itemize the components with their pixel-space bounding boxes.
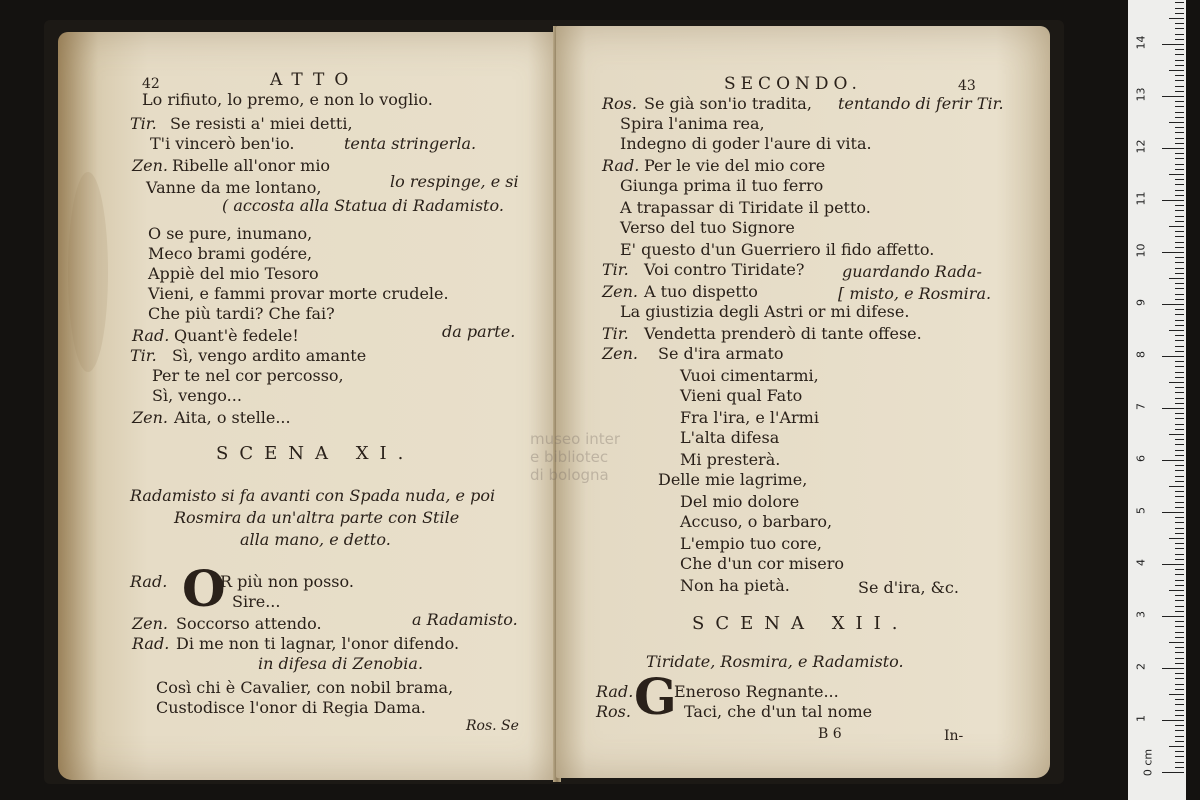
stage-direction: guardando Rada- bbox=[842, 262, 982, 281]
ruler-tick bbox=[1175, 652, 1184, 653]
ruler-tick bbox=[1175, 678, 1184, 679]
ruler-tick bbox=[1175, 49, 1184, 50]
ruler-tick bbox=[1175, 288, 1184, 289]
text-line: Spira l'anima rea, bbox=[620, 114, 765, 133]
ruler-tick bbox=[1169, 330, 1184, 331]
text-line: Appiè del mio Tesoro bbox=[148, 264, 319, 283]
text-line: A trapassar di Tiridate il petto. bbox=[620, 198, 871, 217]
ruler-tick bbox=[1175, 13, 1184, 14]
ruler-tick bbox=[1169, 538, 1184, 539]
ruler-tick bbox=[1175, 236, 1184, 237]
ruler-tick bbox=[1175, 413, 1184, 414]
ruler-tick bbox=[1175, 257, 1184, 258]
speaker-label: Rad. bbox=[602, 156, 640, 175]
ruler-tick bbox=[1175, 689, 1184, 690]
ruler-tick bbox=[1175, 299, 1184, 300]
ruler-tick bbox=[1169, 694, 1184, 695]
ruler-tick bbox=[1175, 179, 1184, 180]
ruler-tick bbox=[1175, 387, 1184, 388]
ruler-tick bbox=[1175, 751, 1184, 752]
ruler-tick bbox=[1175, 392, 1184, 393]
ruler-label: 10 bbox=[1134, 243, 1148, 258]
ruler-tick bbox=[1169, 746, 1184, 747]
catchword: In- bbox=[944, 728, 964, 744]
ruler-tick bbox=[1175, 164, 1184, 165]
ruler-tick bbox=[1162, 200, 1184, 201]
ruler-tick bbox=[1169, 70, 1184, 71]
text-line: R più non posso. bbox=[220, 572, 354, 591]
ruler-tick bbox=[1175, 543, 1184, 544]
speaker-label: Tir. bbox=[602, 260, 629, 279]
ruler-label: 13 bbox=[1134, 87, 1148, 102]
ruler-tick bbox=[1175, 756, 1184, 757]
catchword: Ros. Se bbox=[466, 718, 519, 734]
ruler-tick bbox=[1175, 80, 1184, 81]
text-line: Ribelle all'onor mio bbox=[172, 156, 331, 175]
speaker-label: Zen. bbox=[132, 614, 168, 633]
scene-title: SCENA XII. bbox=[692, 613, 909, 634]
ruler-tick bbox=[1175, 101, 1184, 102]
text-line: Indegno di goder l'aure di vita. bbox=[620, 134, 872, 153]
scene-description: Radamisto si fa avanti con Spada nuda, e poi bbox=[130, 486, 496, 505]
speaker-label: Zen. bbox=[602, 344, 638, 363]
ruler-tick bbox=[1175, 424, 1184, 425]
text-line: Giunga prima il tuo ferro bbox=[620, 176, 824, 195]
ruler-tick bbox=[1175, 8, 1184, 9]
speaker-label: Zen. bbox=[132, 156, 168, 175]
scene-title: SCENA XI. bbox=[216, 443, 415, 464]
ruler-tick bbox=[1175, 658, 1184, 659]
ruler-tick bbox=[1162, 304, 1184, 305]
ruler-tick bbox=[1175, 262, 1184, 263]
speaker-label: Tir. bbox=[130, 346, 157, 365]
stage-direction: da parte. bbox=[442, 322, 516, 341]
ruler-tick bbox=[1175, 481, 1184, 482]
ruler-tick bbox=[1175, 647, 1184, 648]
ruler-tick bbox=[1175, 444, 1184, 445]
ruler-tick bbox=[1175, 528, 1184, 529]
ruler-tick bbox=[1169, 226, 1184, 227]
ruler-tick bbox=[1175, 762, 1184, 763]
text-line: E' questo d'un Guerriero il fido affetto. bbox=[620, 240, 935, 259]
ruler-tick bbox=[1175, 138, 1184, 139]
text-line: Sì, vengo... bbox=[152, 386, 242, 405]
stage-direction: tenta stringerla. bbox=[344, 134, 477, 153]
ruler-tick bbox=[1175, 320, 1184, 321]
text-line: Delle mie lagrime, bbox=[658, 470, 808, 489]
stage-direction: tentando di ferir Tir. bbox=[838, 94, 1004, 113]
ruler-tick bbox=[1162, 96, 1184, 97]
text-line: Fra l'ira, e l'Armi bbox=[680, 408, 819, 427]
ruler-tick bbox=[1169, 434, 1184, 435]
ruler-tick bbox=[1169, 278, 1184, 279]
ruler-label: 1 bbox=[1134, 715, 1148, 722]
text-line: Se resisti a' miei detti, bbox=[170, 114, 353, 133]
ruler-tick bbox=[1175, 117, 1184, 118]
ruler-tick bbox=[1175, 377, 1184, 378]
ruler-tick bbox=[1175, 439, 1184, 440]
ruler-tick bbox=[1175, 725, 1184, 726]
ruler-label: 8 bbox=[1134, 351, 1148, 358]
text-line: Vanne da me lontano, bbox=[146, 178, 322, 197]
ruler-label: 14 bbox=[1134, 35, 1148, 50]
ruler-tick bbox=[1175, 517, 1184, 518]
ruler-tick bbox=[1169, 382, 1184, 383]
watermark bbox=[530, 430, 620, 484]
ruler-tick bbox=[1175, 158, 1184, 159]
stage-direction: in difesa di Zenobia. bbox=[258, 654, 424, 673]
running-header: SECONDO. bbox=[724, 74, 862, 94]
ruler-tick bbox=[1175, 294, 1184, 295]
ruler-tick bbox=[1169, 174, 1184, 175]
text-line: Meco brami godére, bbox=[148, 244, 313, 263]
ruler-tick bbox=[1175, 127, 1184, 128]
ruler-tick bbox=[1175, 372, 1184, 373]
ruler-tick bbox=[1175, 491, 1184, 492]
text-line: Per te nel cor percosso, bbox=[152, 366, 344, 385]
text-line: Se d'ira, &c. bbox=[858, 578, 959, 597]
ruler-tick bbox=[1169, 642, 1184, 643]
ruler-tick bbox=[1175, 366, 1184, 367]
ruler-tick bbox=[1175, 429, 1184, 430]
text-line: Vendetta prenderò di tante offese. bbox=[644, 324, 922, 343]
ruler-tick bbox=[1175, 741, 1184, 742]
text-line: Voi contro Tiridate? bbox=[644, 260, 805, 279]
ruler-tick bbox=[1175, 418, 1184, 419]
ruler-tick bbox=[1175, 231, 1184, 232]
ruler-tick bbox=[1175, 684, 1184, 685]
ruler-tick bbox=[1175, 34, 1184, 35]
stage-direction: lo respinge, e si bbox=[390, 172, 519, 191]
text-line: Del mio dolore bbox=[680, 492, 800, 511]
ruler-tick bbox=[1175, 611, 1184, 612]
text-line: Custodisce l'onor di Regia Dama. bbox=[156, 698, 426, 717]
text-line: Vieni qual Fato bbox=[680, 386, 803, 405]
ruler-tick bbox=[1175, 767, 1184, 768]
ruler-tick bbox=[1175, 730, 1184, 731]
scene-description: alla mano, e detto. bbox=[240, 530, 391, 549]
ruler-label: 4 bbox=[1134, 559, 1148, 566]
ruler-tick bbox=[1175, 184, 1184, 185]
text-line: Lo rifiuto, lo premo, e non lo voglio. bbox=[142, 90, 433, 109]
speaker-label: Rad. bbox=[130, 572, 168, 591]
ruler-tick bbox=[1162, 720, 1184, 721]
text-line: L'alta difesa bbox=[680, 428, 780, 447]
ruler-tick bbox=[1175, 569, 1184, 570]
running-header: ATTO bbox=[270, 70, 359, 90]
text-line: Quant'è fedele! bbox=[174, 326, 299, 345]
text-line: Eneroso Regnante... bbox=[674, 682, 839, 701]
scene-description: Tiridate, Rosmira, e Radamisto. bbox=[646, 652, 904, 671]
ruler-tick bbox=[1175, 2, 1184, 3]
ruler-tick bbox=[1175, 39, 1184, 40]
ruler-tick bbox=[1175, 606, 1184, 607]
ruler-tick bbox=[1175, 673, 1184, 674]
ruler-tick bbox=[1175, 143, 1184, 144]
ruler-tick bbox=[1175, 60, 1184, 61]
ruler-tick bbox=[1175, 704, 1184, 705]
ruler-tick bbox=[1175, 663, 1184, 664]
ruler-label: 7 bbox=[1134, 403, 1148, 410]
ruler-label: 9 bbox=[1134, 299, 1148, 306]
text-line: Vieni, e fammi provar morte crudele. bbox=[148, 284, 449, 303]
ruler-tick bbox=[1175, 637, 1184, 638]
text-line: Se d'ira armato bbox=[658, 344, 784, 363]
ruler-tick bbox=[1175, 559, 1184, 560]
stage-direction: [ misto, e Rosmira. bbox=[838, 284, 992, 303]
ruler-tick bbox=[1175, 221, 1184, 222]
text-line: Soccorso attendo. bbox=[176, 614, 322, 633]
speaker-label: Rad. bbox=[596, 682, 634, 701]
watermark-line: museo inter bbox=[530, 430, 621, 448]
ruler-tick bbox=[1175, 216, 1184, 217]
speaker-label: Tir. bbox=[130, 114, 157, 133]
ruler-tick bbox=[1175, 476, 1184, 477]
speaker-label: Zen. bbox=[132, 408, 168, 427]
measurement-ruler bbox=[1128, 0, 1186, 800]
speaker-label: Zen. bbox=[602, 282, 638, 301]
ruler-tick bbox=[1175, 195, 1184, 196]
ruler-tick bbox=[1175, 465, 1184, 466]
text-line: Sì, vengo ardito amante bbox=[172, 346, 367, 365]
stage-direction: ( accosta alla Statua di Radamisto. bbox=[222, 196, 504, 215]
ruler-tick bbox=[1175, 210, 1184, 211]
text-line: Accuso, o barbaro, bbox=[680, 512, 833, 531]
ruler-label: 12 bbox=[1134, 139, 1148, 154]
ruler-tick bbox=[1175, 595, 1184, 596]
ruler-tick bbox=[1162, 512, 1184, 513]
watermark-line: e bibliotec bbox=[530, 448, 609, 466]
ruler-tick bbox=[1175, 600, 1184, 601]
ruler-tick bbox=[1175, 283, 1184, 284]
signature-mark: B 6 bbox=[818, 726, 842, 742]
ruler-tick bbox=[1175, 54, 1184, 55]
ruler-tick bbox=[1175, 361, 1184, 362]
ruler-tick bbox=[1175, 470, 1184, 471]
ruler-tick bbox=[1175, 340, 1184, 341]
ruler-tick bbox=[1175, 309, 1184, 310]
ruler-tick bbox=[1175, 398, 1184, 399]
ruler-tick bbox=[1175, 247, 1184, 248]
ruler-label: 0 cm bbox=[1141, 748, 1155, 777]
ruler-tick bbox=[1162, 668, 1184, 669]
ruler-tick bbox=[1175, 554, 1184, 555]
ruler-tick bbox=[1175, 335, 1184, 336]
drop-cap: G bbox=[634, 667, 677, 726]
speaker-label: Rad. bbox=[132, 326, 170, 345]
right-page bbox=[556, 26, 1050, 778]
ruler-tick bbox=[1162, 616, 1184, 617]
ruler-tick bbox=[1175, 132, 1184, 133]
ruler-tick bbox=[1175, 75, 1184, 76]
speaker-label: Ros. bbox=[596, 702, 631, 721]
text-line: Verso del tuo Signore bbox=[620, 218, 795, 237]
ruler-tick bbox=[1169, 122, 1184, 123]
text-line: Per le vie del mio core bbox=[644, 156, 826, 175]
text-line: Sire... bbox=[232, 592, 281, 611]
ruler-tick bbox=[1175, 533, 1184, 534]
ruler-tick bbox=[1162, 44, 1184, 45]
ruler-tick bbox=[1175, 351, 1184, 352]
ruler-tick bbox=[1175, 455, 1184, 456]
ruler-tick bbox=[1175, 710, 1184, 711]
ruler-tick bbox=[1175, 205, 1184, 206]
ruler-tick bbox=[1162, 460, 1184, 461]
scene-description: Rosmira da un'altra parte con Stile bbox=[174, 508, 460, 527]
ruler-tick bbox=[1169, 18, 1184, 19]
ruler-tick bbox=[1175, 242, 1184, 243]
ruler-tick bbox=[1175, 106, 1184, 107]
ruler-tick bbox=[1175, 580, 1184, 581]
page-number: 42 bbox=[142, 76, 160, 92]
ruler-tick bbox=[1175, 522, 1184, 523]
ruler-tick bbox=[1175, 450, 1184, 451]
text-line: Che d'un cor misero bbox=[680, 554, 845, 573]
ruler-label: 5 bbox=[1134, 507, 1148, 514]
ruler-tick bbox=[1162, 148, 1184, 149]
text-line: Che più tardi? Che fai? bbox=[148, 304, 335, 323]
ruler-tick bbox=[1162, 408, 1184, 409]
ruler-tick bbox=[1175, 190, 1184, 191]
ruler-tick bbox=[1175, 699, 1184, 700]
ruler-tick bbox=[1175, 496, 1184, 497]
text-line: Aita, o stelle... bbox=[174, 408, 291, 427]
ruler-tick bbox=[1162, 252, 1184, 253]
ruler-tick bbox=[1175, 273, 1184, 274]
ruler-tick bbox=[1175, 86, 1184, 87]
text-line: L'empio tuo core, bbox=[680, 534, 822, 553]
ruler-tick bbox=[1162, 564, 1184, 565]
ruler-tick bbox=[1162, 772, 1184, 773]
text-line: La giustizia degli Astri or mi difese. bbox=[620, 302, 910, 321]
ruler-tick bbox=[1175, 268, 1184, 269]
text-line: Vuoi cimentarmi, bbox=[680, 366, 819, 385]
ruler-tick bbox=[1169, 590, 1184, 591]
speaker-label: Rad. bbox=[132, 634, 170, 653]
text-line: O se pure, inumano, bbox=[148, 224, 313, 243]
ruler-tick bbox=[1175, 23, 1184, 24]
page-number: 43 bbox=[958, 78, 976, 94]
ruler-tick bbox=[1175, 502, 1184, 503]
ruler-tick bbox=[1175, 346, 1184, 347]
ruler-tick bbox=[1169, 486, 1184, 487]
ruler-tick bbox=[1175, 112, 1184, 113]
ruler-tick bbox=[1162, 356, 1184, 357]
ruler-label: 11 bbox=[1134, 191, 1148, 206]
ruler-tick bbox=[1175, 314, 1184, 315]
ruler-tick bbox=[1175, 325, 1184, 326]
text-line: Così chi è Cavalier, con nobil brama, bbox=[156, 678, 454, 697]
watermark-line: di bologna bbox=[530, 466, 609, 484]
stage-direction: a Radamisto. bbox=[412, 610, 518, 629]
text-line: A tuo dispetto bbox=[644, 282, 758, 301]
text-line: Taci, che d'un tal nome bbox=[684, 702, 873, 721]
ruler-tick bbox=[1175, 28, 1184, 29]
text-line: Mi presterà. bbox=[680, 450, 781, 469]
ruler-label: 3 bbox=[1134, 611, 1148, 618]
speaker-label: Tir. bbox=[602, 324, 629, 343]
ruler-tick bbox=[1175, 507, 1184, 508]
ruler-tick bbox=[1175, 632, 1184, 633]
page-stain bbox=[68, 172, 108, 372]
ruler-tick bbox=[1175, 736, 1184, 737]
ruler-tick bbox=[1175, 169, 1184, 170]
ruler-tick bbox=[1175, 65, 1184, 66]
ruler-tick bbox=[1175, 626, 1184, 627]
drop-cap: O bbox=[182, 559, 226, 618]
text-line: T'i vincerò ben'io. bbox=[150, 134, 295, 153]
ruler-tick bbox=[1175, 91, 1184, 92]
ruler-label: 6 bbox=[1134, 455, 1148, 462]
ruler-tick bbox=[1175, 548, 1184, 549]
speaker-label: Ros. bbox=[602, 94, 637, 113]
ruler-tick bbox=[1175, 715, 1184, 716]
ruler-tick bbox=[1175, 621, 1184, 622]
ruler-tick bbox=[1175, 403, 1184, 404]
left-page bbox=[58, 32, 560, 780]
ruler-tick bbox=[1175, 153, 1184, 154]
text-line: Non ha pietà. bbox=[680, 576, 790, 595]
ruler-label: 2 bbox=[1134, 663, 1148, 670]
text-line: Di me non ti lagnar, l'onor difendo. bbox=[176, 634, 460, 653]
text-line: Se già son'io tradita, bbox=[644, 94, 812, 113]
ruler-tick bbox=[1175, 585, 1184, 586]
ruler-tick bbox=[1175, 574, 1184, 575]
